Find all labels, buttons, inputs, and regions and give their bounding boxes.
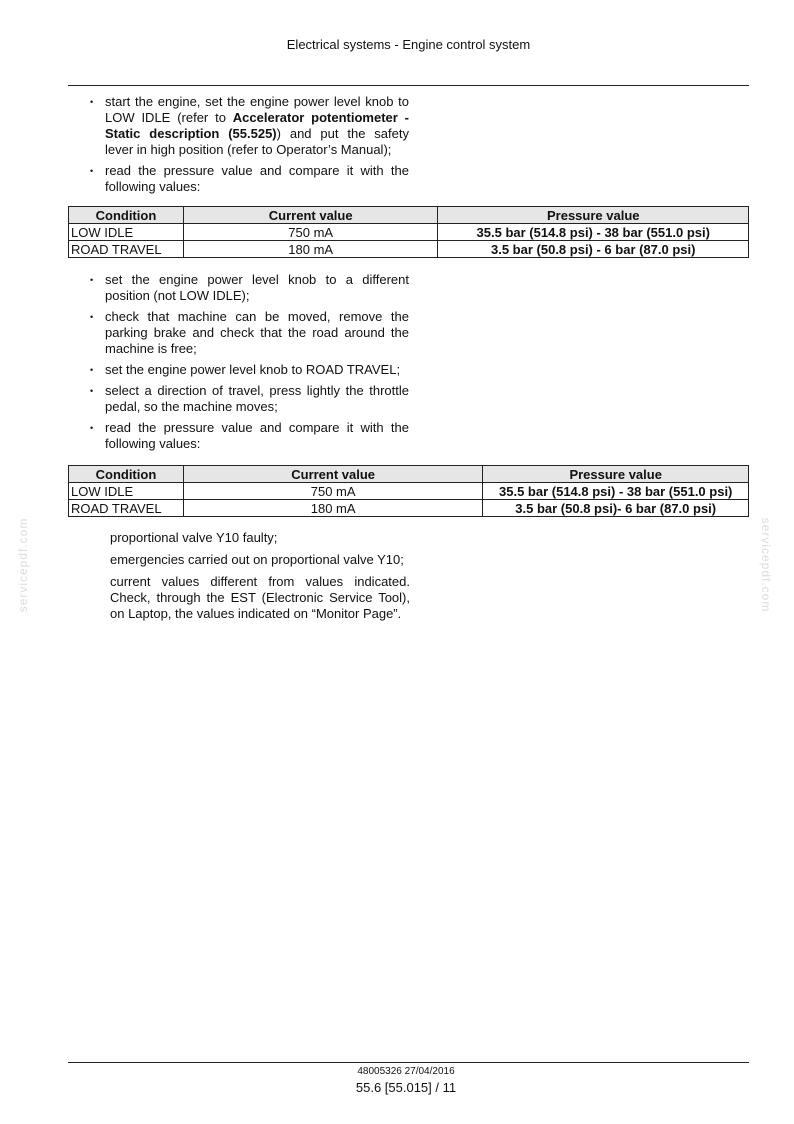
pressure-table-2: [68, 465, 749, 517]
condition-cell: ROAD TRAVEL: [69, 241, 184, 258]
table-row: [69, 224, 749, 241]
current-cell: 180 mA: [183, 500, 483, 517]
footer-document-id: 48005326 27/04/2016: [357, 1066, 455, 1077]
condition-cell: LOW IDLE: [69, 483, 184, 500]
step-text: select a direction of travel, press lightly the throttle pedal, so the machine moves;: [105, 383, 409, 414]
step-text-post: ) and put the safety lever in high position (refer to Operator’s Manual);: [105, 126, 409, 157]
step-text: read the pressure value and compare it with the following values:: [105, 163, 409, 194]
step-text: check that machine can be moved, remove the parking brake and check that the road around the machine is free;: [105, 309, 409, 356]
condition-cell: ROAD TRAVEL: [69, 500, 184, 517]
step-item: [88, 309, 409, 357]
step-item: [88, 383, 409, 415]
column-header: Current value: [183, 207, 438, 224]
watermark-left: servicepdf.com: [16, 517, 30, 613]
footer-page-number: 55.6 [55.015] / 11: [355, 1080, 457, 1095]
table-row: [69, 483, 749, 500]
step-text-pre: start the engine, set the engine power level knob to LOW IDLE (refer to: [105, 94, 409, 125]
column-header: Condition: [69, 466, 184, 483]
current-cell: 750 mA: [183, 224, 438, 241]
column-header: Pressure value: [483, 466, 749, 483]
table-row: [69, 241, 749, 258]
table-header-row: [69, 207, 749, 224]
step-text: set the engine power level knob to ROAD TRAVEL;: [105, 362, 401, 377]
condition-cell: LOW IDLE: [69, 224, 184, 241]
step-item: [88, 420, 409, 452]
footer-rule: [68, 1062, 749, 1063]
pressure-cell: 35.5 bar (514.8 psi) - 38 bar (551.0 psi): [438, 224, 749, 241]
step-item: [88, 272, 409, 304]
current-cell: 180 mA: [183, 241, 438, 258]
column-header: Condition: [69, 207, 184, 224]
column-header: Pressure value: [438, 207, 749, 224]
step-item: [88, 94, 409, 158]
procedure-steps-1: [88, 94, 409, 200]
table-header-row: [69, 466, 749, 483]
step-text: set the engine power level knob to a different position (not LOW IDLE);: [105, 272, 409, 303]
step-item: [88, 163, 409, 195]
watermark-right: servicepdf.com: [759, 517, 773, 613]
possible-causes: [110, 530, 410, 628]
cause-item: emergencies carried out on proportional valve Y10;: [110, 552, 404, 567]
cause-item: current values different from values indicated. Check, through the EST (Electronic Service Tool), on Laptop, the values indicated on “Monitor Page”.: [110, 574, 410, 621]
current-cell: 750 mA: [183, 483, 483, 500]
pressure-cell: 3.5 bar (50.8 psi)- 6 bar (87.0 psi): [483, 500, 749, 517]
procedure-steps-2: [88, 272, 409, 457]
page-header-title: Electrical systems - Engine control system: [286, 37, 531, 52]
step-text: read the pressure value and compare it with the following values:: [105, 420, 409, 451]
pressure-table-1: [68, 206, 749, 258]
step-item: [88, 362, 409, 378]
pressure-cell: 35.5 bar (514.8 psi) - 38 bar (551.0 psi): [483, 483, 749, 500]
column-header: Current value: [183, 466, 483, 483]
step-reference-link[interactable]: Accelerator potentiometer - Static description (55.525): [105, 110, 409, 141]
header-rule: [68, 85, 749, 86]
table-row: [69, 500, 749, 517]
cause-item: proportional valve Y10 faulty;: [110, 530, 278, 545]
pressure-cell: 3.5 bar (50.8 psi) - 6 bar (87.0 psi): [438, 241, 749, 258]
